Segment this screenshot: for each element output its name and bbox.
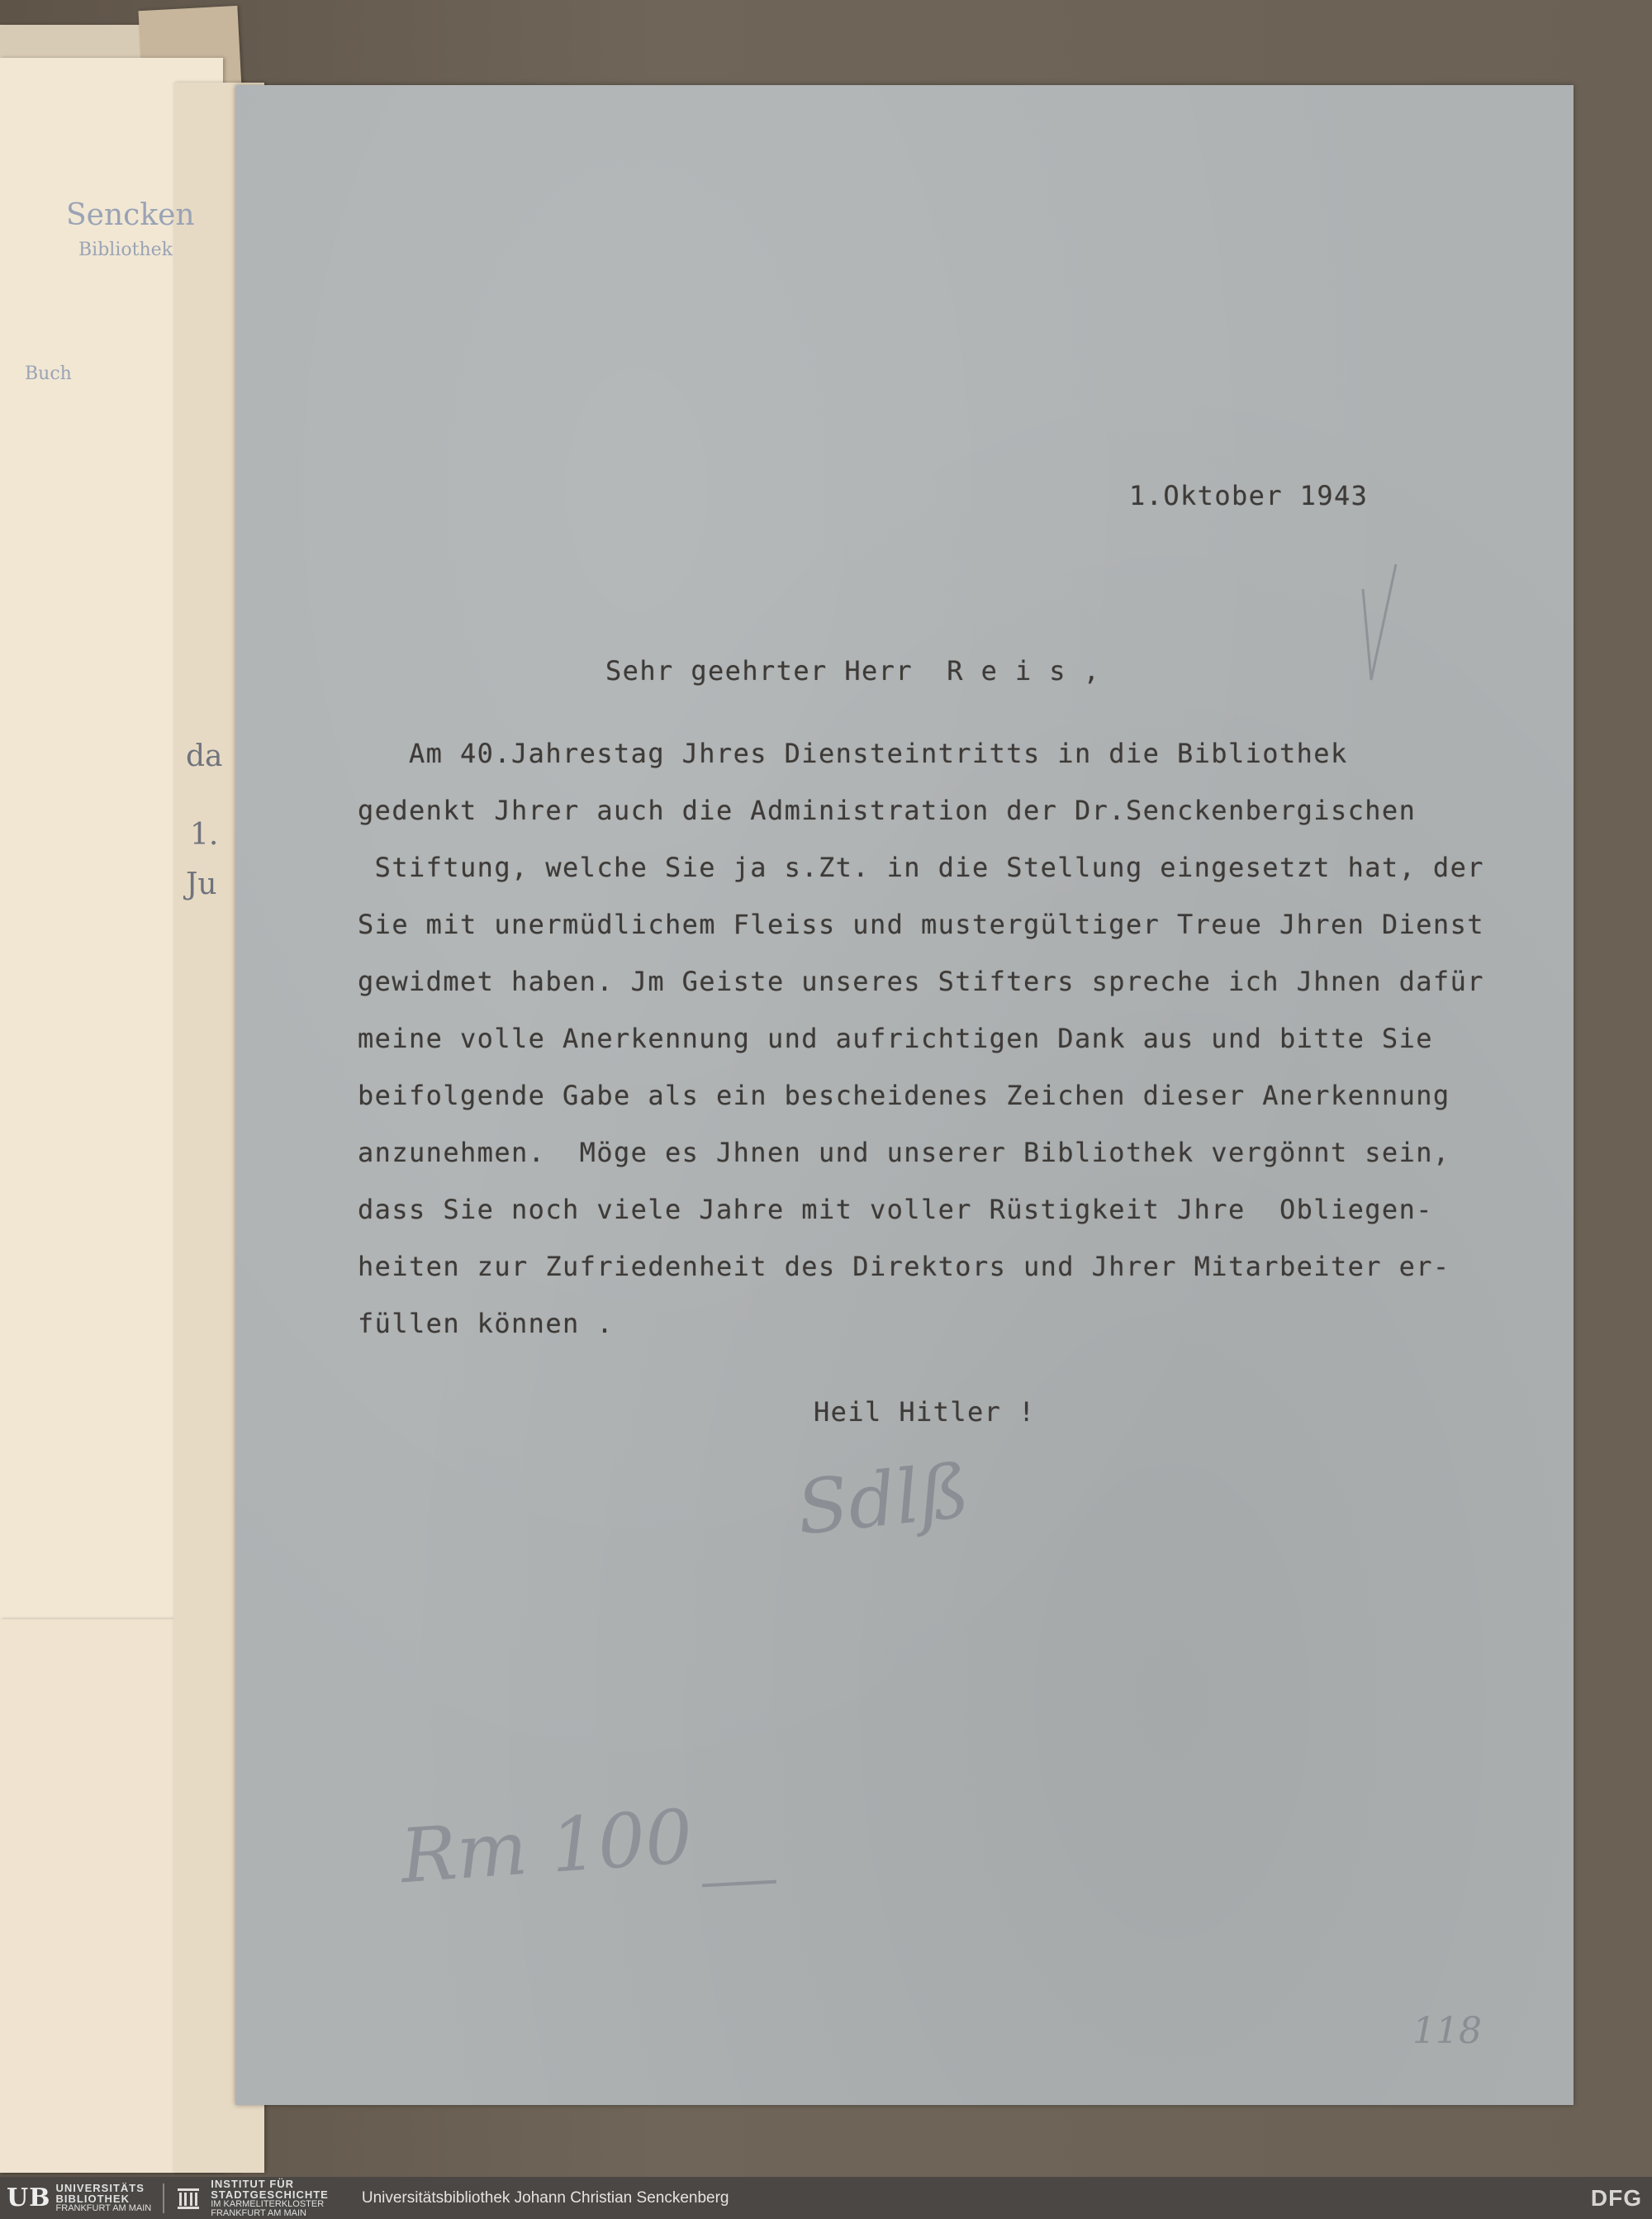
letter-body-line: gewidmet haben. Jm Geiste unseres Stifters spreche ich Jhnen dafür: [358, 966, 1484, 997]
ub-logo[interactable]: [7, 2183, 151, 2213]
institute-logo-text: [211, 2179, 329, 2218]
letter-salutation: Sehr geehrter Herr R e i s ,: [605, 655, 1101, 687]
handwritten-amount: Rm 100: [397, 1793, 695, 1901]
institute-logo-line: FRANKFURT AM MAIN: [211, 2207, 306, 2218]
letter-sheet: [235, 85, 1574, 2105]
ub-logo-text: [56, 2183, 152, 2213]
left-fragment-text: Bibliothek: [78, 240, 173, 260]
institute-logo-line: INSTITUT FÜR: [211, 2177, 295, 2190]
institute-logo-line: IM KARMELITERKLOSTER: [211, 2198, 325, 2209]
institute-logo-line: STADTGESCHICHTE: [211, 2188, 329, 2201]
page-number: 118: [1412, 2010, 1482, 2052]
ub-logo-line: BIBLIOTHEK: [55, 2193, 130, 2205]
letter-body-line: dass Sie noch viele Jahre mit voller Rüstigkeit Jhre Obliegen-: [358, 1194, 1433, 1225]
handwritten-signature: Sdlß: [793, 1447, 974, 1552]
left-fragment-text: Buch: [25, 363, 72, 384]
footer-bar: [0, 2177, 1652, 2219]
letter-body-line: anzunehmen. Möge es Jhnen und unserer Bibliothek vergönnt sein,: [358, 1137, 1450, 1168]
handwritten-dash: [702, 1880, 776, 1888]
columns-icon: [176, 2186, 201, 2211]
letter-body-line: gedenkt Jhrer auch die Administration der Dr.Senckenbergischen: [358, 795, 1417, 826]
left-fragment-text: 1.: [190, 818, 219, 852]
letter-body-line: meine volle Anerkennung und aufrichtigen Dank aus und bitte Sie: [358, 1023, 1433, 1054]
letter-body-line: Sie mit unermüdlichem Fleiss und mustergültiger Treue Jhren Dienst: [358, 909, 1484, 940]
ub-logo-mark: UB: [7, 2183, 51, 2212]
ub-logo-line: UNIVERSITÄTS: [55, 2182, 145, 2194]
ub-logo-line: FRANKFURT AM MAIN: [55, 2203, 152, 2213]
letter-body-line: Stiftung, welche Sie ja s.Zt. in die Stellung eingesetzt hat, der: [358, 852, 1484, 883]
institute-logo[interactable]: [176, 2179, 329, 2218]
letter-body-line: Am 40.Jahrestag Jhres Diensteintritts in die Bibliothek: [358, 738, 1348, 769]
letter-body-line: beifolgende Gabe als ein bescheidenes Zeichen dieser Anerkennung: [358, 1080, 1450, 1111]
footer-divider: [163, 2183, 164, 2213]
checkmark-mark: [1346, 556, 1404, 696]
letter-closing: Heil Hitler !: [814, 1396, 1036, 1428]
footer-title: Universitätsbibliothek Johann Christian Senckenberg: [361, 2188, 729, 2207]
left-fragment-text: Ju: [186, 867, 217, 901]
letter-body-line: füllen können .: [358, 1308, 614, 1339]
left-fragment-text: Sencken: [66, 198, 195, 232]
letter-date: 1.Oktober 1943: [1129, 480, 1369, 511]
left-fragment-text: da: [186, 739, 223, 773]
dfg-logo[interactable]: DFG: [1590, 2184, 1642, 2211]
letter-body-line: heiten zur Zufriedenheit des Direktors und Jhrer Mitarbeiter er-: [358, 1251, 1450, 1282]
